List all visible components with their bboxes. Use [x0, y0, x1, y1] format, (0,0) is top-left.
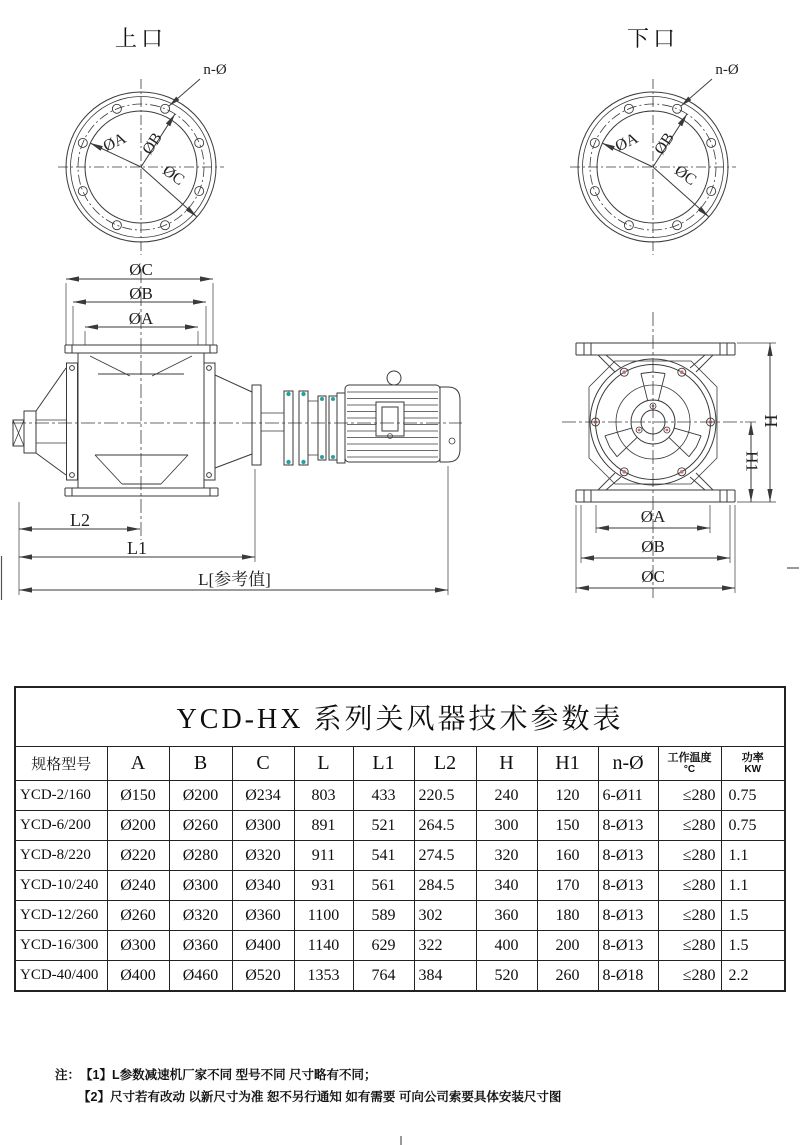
table-cell: ≤280: [658, 931, 721, 961]
table-header-row: [15, 747, 785, 781]
table-cell: 1.1: [721, 841, 785, 871]
side-view-dim-a-label: ØA: [128, 309, 154, 328]
table-cell: ≤280: [658, 781, 721, 811]
table-cell: 931: [294, 871, 353, 901]
table-cell: 6-Ø11: [598, 781, 658, 811]
table-cell: Ø300: [169, 871, 232, 901]
table-cell: 300: [476, 811, 537, 841]
table-cell: YCD-12/260: [15, 901, 107, 931]
table-cell: 520: [476, 961, 537, 992]
table-cell: Ø200: [107, 811, 169, 841]
table-cell: 0.75: [721, 811, 785, 841]
side-view-dim-l2-label: L2: [70, 510, 90, 530]
col-header-n: n-Ø: [598, 747, 658, 781]
col-header-b: B: [169, 747, 232, 781]
table-cell: Ø200: [169, 781, 232, 811]
table-cell: Ø234: [232, 781, 294, 811]
col-header-model: 规格型号: [15, 747, 107, 781]
top-port-title: 上口: [114, 26, 167, 51]
table-row: [15, 961, 785, 992]
top-port-dim-a-label: ØA: [100, 129, 129, 156]
side-view-dim-l-label: L[参考值]: [198, 570, 271, 589]
table-cell: YCD-16/300: [15, 931, 107, 961]
top-port-dim-c-label: ØC: [159, 162, 188, 190]
table-cell: 8-Ø13: [598, 931, 658, 961]
table-cell: Ø220: [107, 841, 169, 871]
note-text-2: 【2】尺寸若有改动 以新尺寸为准 恕不另行通知 如有需要 可向公司索要具体安装尺寸图: [78, 1090, 562, 1104]
col-header-h: H: [476, 747, 537, 781]
table-cell: 320: [476, 841, 537, 871]
table-cell: Ø240: [107, 871, 169, 901]
table-cell: 2.2: [721, 961, 785, 992]
col-header-l2: L2: [414, 747, 476, 781]
table-cell: 8-Ø18: [598, 961, 658, 992]
temperature-header-top: 工作温度: [667, 752, 712, 764]
col-header-l1: L1: [353, 747, 414, 781]
table-cell: 240: [476, 781, 537, 811]
table-row: [15, 871, 785, 901]
table-cell: Ø400: [232, 931, 294, 961]
top-port-bolt-note-label: n-Ø: [203, 62, 227, 78]
table-cell: YCD-40/400: [15, 961, 107, 992]
side-view-dim-b-label: ØB: [129, 284, 153, 303]
table-cell: 1140: [294, 931, 353, 961]
table-cell: 764: [353, 961, 414, 992]
table-cell: 8-Ø13: [598, 871, 658, 901]
table-cell: YCD-10/240: [15, 871, 107, 901]
table-title-row: [15, 687, 785, 747]
table-cell: 1353: [294, 961, 353, 992]
table-cell: 891: [294, 811, 353, 841]
table-cell: 629: [353, 931, 414, 961]
table-cell: YCD-6/200: [15, 811, 107, 841]
note-line-1: [55, 1064, 765, 1086]
table-cell: 1.5: [721, 931, 785, 961]
table-cell: 384: [414, 961, 476, 992]
table-cell: 150: [537, 811, 598, 841]
table-cell: Ø360: [169, 931, 232, 961]
table-cell: Ø280: [169, 841, 232, 871]
table-cell: 8-Ø13: [598, 901, 658, 931]
table-cell: Ø300: [232, 811, 294, 841]
table-cell: Ø360: [232, 901, 294, 931]
table-cell: 284.5: [414, 871, 476, 901]
temperature-header-unit: °C: [683, 764, 696, 775]
table-cell: 1.5: [721, 901, 785, 931]
table-cell: Ø260: [169, 811, 232, 841]
note-line-2: [55, 1086, 765, 1108]
table-cell: Ø300: [107, 931, 169, 961]
spec-table-body: [15, 781, 785, 992]
table-cell: 220.5: [414, 781, 476, 811]
table-cell: 180: [537, 901, 598, 931]
table-cell: Ø150: [107, 781, 169, 811]
note-prefix: 注：: [55, 1068, 81, 1082]
table-cell: YCD-2/160: [15, 781, 107, 811]
note-text-1: 【1】L参数减速机厂家不同 型号不同 尺寸略有不同；: [80, 1068, 377, 1082]
table-cell: 322: [414, 931, 476, 961]
col-header-a: A: [107, 747, 169, 781]
table-cell: 340: [476, 871, 537, 901]
end-view-dim-h1-label: H1: [742, 451, 762, 472]
table-cell: ≤280: [658, 901, 721, 931]
table-cell: 274.5: [414, 841, 476, 871]
table-cell: Ø320: [169, 901, 232, 931]
end-view-dim-a-label: ØA: [640, 507, 666, 526]
top-port-dim-b-label: ØB: [139, 129, 166, 158]
col-header-power: [721, 747, 785, 781]
table-cell: ≤280: [658, 871, 721, 901]
col-header-c: C: [232, 747, 294, 781]
table-cell: Ø400: [107, 961, 169, 992]
table-row: [15, 811, 785, 841]
table-cell: Ø260: [107, 901, 169, 931]
table-cell: 170: [537, 871, 598, 901]
end-view-dim-c-label: ØC: [641, 567, 665, 586]
table-row: [15, 931, 785, 961]
end-view-dim-b-label: ØB: [641, 537, 665, 556]
bottom-port-dim-b-label: ØB: [651, 129, 678, 158]
table-cell: 200: [537, 931, 598, 961]
table-cell: 433: [353, 781, 414, 811]
table-cell: 120: [537, 781, 598, 811]
power-header-top: 功率: [741, 752, 764, 764]
table-cell: 1100: [294, 901, 353, 931]
bottom-port-dim-c-label: ØC: [671, 162, 700, 190]
side-view-dim-c-label: ØC: [129, 260, 153, 279]
table-cell: 360: [476, 901, 537, 931]
table-cell: 1.1: [721, 871, 785, 901]
table-cell: 160: [537, 841, 598, 871]
power-header-unit: KW: [744, 764, 762, 775]
table-cell: 264.5: [414, 811, 476, 841]
table-cell: 561: [353, 871, 414, 901]
table-cell: Ø340: [232, 871, 294, 901]
table-row: [15, 841, 785, 871]
table-row: [15, 901, 785, 931]
table-cell: 0.75: [721, 781, 785, 811]
table-title: YCD-HX 系列关风器技术参数表: [15, 687, 785, 747]
table-cell: 589: [353, 901, 414, 931]
table-cell: Ø520: [232, 961, 294, 992]
col-header-temperature: [658, 747, 721, 781]
bottom-port-bolt-note-label: n-Ø: [715, 62, 739, 78]
table-cell: 911: [294, 841, 353, 871]
table-cell: 302: [414, 901, 476, 931]
table-row: [15, 781, 785, 811]
bottom-port-dim-a-label: ØA: [612, 129, 641, 156]
table-cell: YCD-8/220: [15, 841, 107, 871]
table-cell: 803: [294, 781, 353, 811]
table-cell: ≤280: [658, 841, 721, 871]
notes: [55, 1064, 765, 1108]
spec-table: [14, 686, 786, 992]
table-cell: 541: [353, 841, 414, 871]
table-cell: ≤280: [658, 961, 721, 992]
table-cell: 260: [537, 961, 598, 992]
table-cell: Ø460: [169, 961, 232, 992]
col-header-h1: H1: [537, 747, 598, 781]
bottom-port-title: 下口: [626, 26, 679, 51]
table-cell: 8-Ø13: [598, 841, 658, 871]
col-header-l: L: [294, 747, 353, 781]
end-view-dim-h-label: H: [761, 414, 781, 428]
table-cell: ≤280: [658, 811, 721, 841]
table-cell: 8-Ø13: [598, 811, 658, 841]
table-cell: 400: [476, 931, 537, 961]
table-cell: 521: [353, 811, 414, 841]
side-view-dim-l1-label: L1: [127, 538, 147, 558]
table-cell: Ø320: [232, 841, 294, 871]
